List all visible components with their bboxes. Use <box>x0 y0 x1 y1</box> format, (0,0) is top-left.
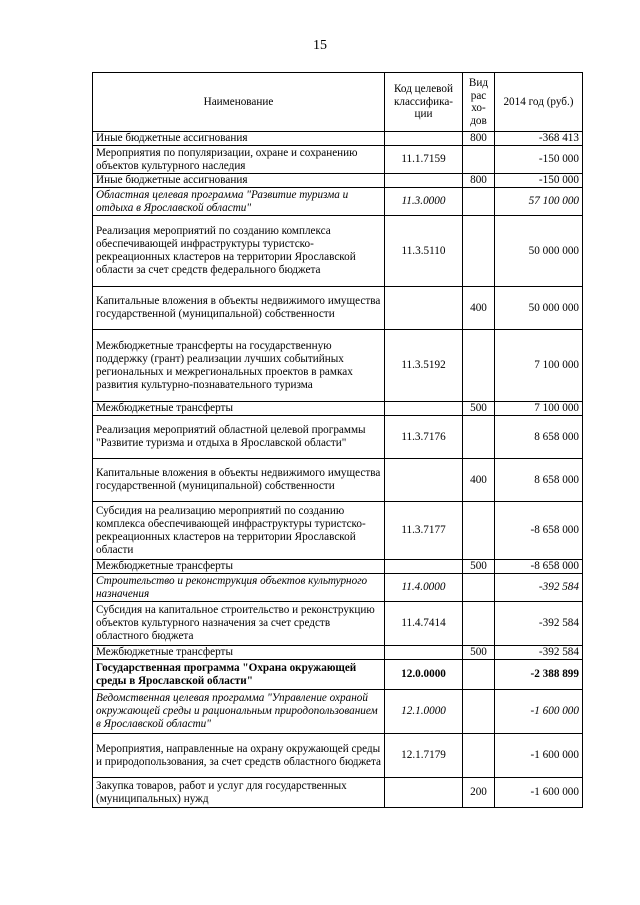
table-row <box>93 174 583 188</box>
cell-name: Ведомственная целевая программа "Управление охраной окружающей среды и рациональным природопользованием в Ярославской области" <box>93 690 385 734</box>
cell-type <box>463 188 495 216</box>
cell-code: 11.3.5192 <box>385 330 463 402</box>
cell-code: 11.3.7177 <box>385 502 463 560</box>
cell-name: Межбюджетные трансферты на государственную поддержку (грант) реализации лучших событийных региональных и межрегиональных проектов в рамках развития культурно-познавательного туризма <box>93 330 385 402</box>
table-row <box>93 132 583 146</box>
cell-type <box>463 330 495 402</box>
cell-amount: -8 658 000 <box>495 502 583 560</box>
cell-type <box>463 216 495 287</box>
cell-type: 200 <box>463 778 495 808</box>
table-row <box>93 459 583 502</box>
cell-amount: -392 584 <box>495 574 583 602</box>
cell-name: Областная целевая программа "Развитие туризма и отдыха в Ярославской области" <box>93 188 385 216</box>
cell-type: 500 <box>463 646 495 660</box>
cell-name: Капитальные вложения в объекты недвижимого имущества государственной (муниципальной) собственности <box>93 459 385 502</box>
cell-type <box>463 574 495 602</box>
cell-name: Мероприятия, направленные на охрану окружающей среды и природопользования, за счет средств областного бюджета <box>93 734 385 778</box>
cell-name: Мероприятия по популяризации, охране и сохранению объектов культурного наследия <box>93 146 385 174</box>
cell-name: Государственная программа "Охрана окружающей среды в Ярославской области" <box>93 660 385 690</box>
cell-code: 11.3.0000 <box>385 188 463 216</box>
cell-type: 500 <box>463 560 495 574</box>
cell-amount: -150 000 <box>495 174 583 188</box>
cell-amount: -2 388 899 <box>495 660 583 690</box>
table-row <box>93 330 583 402</box>
table-row <box>93 690 583 734</box>
cell-type: 800 <box>463 174 495 188</box>
cell-code: 11.4.7414 <box>385 602 463 646</box>
cell-name: Реализация мероприятий областной целевой программы "Развитие туризма и отдыха в Ярославской области" <box>93 416 385 459</box>
cell-type: 500 <box>463 402 495 416</box>
cell-code: 11.1.7159 <box>385 146 463 174</box>
cell-code <box>385 778 463 808</box>
table-header-row <box>93 73 583 132</box>
cell-type <box>463 734 495 778</box>
cell-name: Строительство и реконструкция объектов культурного назначения <box>93 574 385 602</box>
cell-amount: -150 000 <box>495 146 583 174</box>
table-row <box>93 502 583 560</box>
cell-amount: 8 658 000 <box>495 459 583 502</box>
cell-amount: 50 000 000 <box>495 287 583 330</box>
cell-amount: -1 600 000 <box>495 778 583 808</box>
header-amount: 2014 год (руб.) <box>495 73 583 132</box>
table-row <box>93 574 583 602</box>
cell-amount: 7 100 000 <box>495 330 583 402</box>
cell-amount: -392 584 <box>495 646 583 660</box>
cell-code: 11.3.5110 <box>385 216 463 287</box>
cell-code: 11.3.7176 <box>385 416 463 459</box>
cell-type <box>463 660 495 690</box>
cell-type <box>463 146 495 174</box>
cell-code <box>385 287 463 330</box>
cell-type <box>463 416 495 459</box>
cell-name: Межбюджетные трансферты <box>93 646 385 660</box>
cell-type: 800 <box>463 132 495 146</box>
table-body <box>93 132 583 808</box>
cell-name: Иные бюджетные ассигнования <box>93 174 385 188</box>
cell-type <box>463 690 495 734</box>
cell-name: Субсидия на капитальное строительство и реконструкцию объектов культурного назначения за счет средств областного бюджета <box>93 602 385 646</box>
cell-amount: -1 600 000 <box>495 734 583 778</box>
cell-code <box>385 402 463 416</box>
table-row <box>93 416 583 459</box>
cell-amount: 57 100 000 <box>495 188 583 216</box>
cell-name: Иные бюджетные ассигнования <box>93 132 385 146</box>
cell-code: 12.0.0000 <box>385 660 463 690</box>
cell-code <box>385 459 463 502</box>
table-row <box>93 560 583 574</box>
header-code: Код целевой классифика-ции <box>385 73 463 132</box>
header-name: Наименование <box>93 73 385 132</box>
cell-name: Капитальные вложения в объекты недвижимого имущества государственной (муниципальной) собственности <box>93 287 385 330</box>
cell-name: Реализация мероприятий по созданию комплекса обеспечивающей инфраструктуры туристско-рекреационных кластеров на территории Ярославской области за счет средств федерального бюджета <box>93 216 385 287</box>
cell-type: 400 <box>463 459 495 502</box>
cell-amount: 8 658 000 <box>495 416 583 459</box>
table-row <box>93 734 583 778</box>
cell-name: Субсидия на реализацию мероприятий по созданию комплекса обеспечивающей инфраструктуры туристско-рекреационных кластеров на территории Ярославской области <box>93 502 385 560</box>
table-row <box>93 602 583 646</box>
table-row <box>93 216 583 287</box>
table-row <box>93 660 583 690</box>
cell-amount: -8 658 000 <box>495 560 583 574</box>
cell-name: Межбюджетные трансферты <box>93 402 385 416</box>
cell-name: Межбюджетные трансферты <box>93 560 385 574</box>
table-row <box>93 402 583 416</box>
cell-code <box>385 646 463 660</box>
table-row <box>93 646 583 660</box>
cell-code: 11.4.0000 <box>385 574 463 602</box>
cell-code <box>385 132 463 146</box>
cell-code <box>385 174 463 188</box>
cell-amount: -368 413 <box>495 132 583 146</box>
header-type: Вид рас хо-дов <box>463 73 495 132</box>
cell-amount: -392 584 <box>495 602 583 646</box>
cell-name: Закупка товаров, работ и услуг для государственных (муниципальных) нужд <box>93 778 385 808</box>
page-number: 15 <box>313 38 327 53</box>
cell-amount: -1 600 000 <box>495 690 583 734</box>
cell-type <box>463 602 495 646</box>
table-row <box>93 188 583 216</box>
cell-amount: 7 100 000 <box>495 402 583 416</box>
cell-amount: 50 000 000 <box>495 216 583 287</box>
table-row <box>93 146 583 174</box>
table-row <box>93 287 583 330</box>
budget-table <box>92 72 583 808</box>
cell-type: 400 <box>463 287 495 330</box>
cell-code: 12.1.7179 <box>385 734 463 778</box>
cell-code: 12.1.0000 <box>385 690 463 734</box>
table-row <box>93 778 583 808</box>
cell-type <box>463 502 495 560</box>
cell-code <box>385 560 463 574</box>
